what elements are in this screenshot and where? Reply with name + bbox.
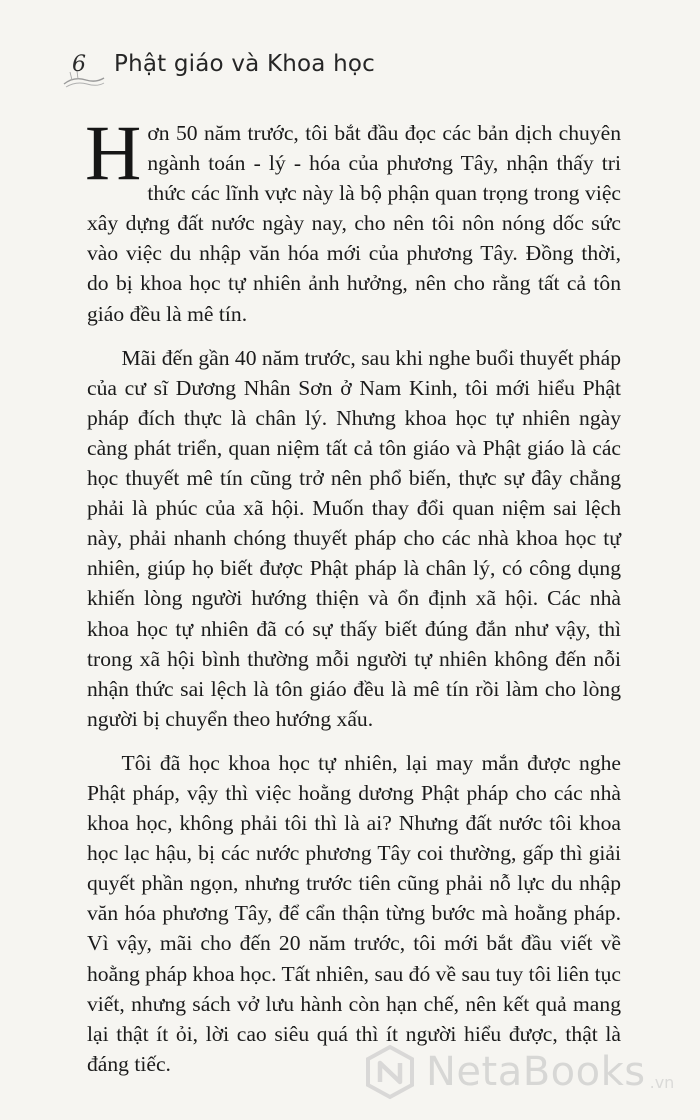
watermark-brand: NetaBooks: [426, 1049, 646, 1095]
paragraph-3: Tôi đã học khoa học tự nhiên, lại may mắn được nghe Phật pháp, vậy thì việc hoằng dương Phật pháp cho các nhà khoa học, không phải tôi thì là ai? Nhưng đất nước tôi khoa học lạc hậu, bị các nước phương Tây coi thường, gấp thì giải quyết phần ngọn, nhưng trước tiên cũng phải nỗ lực du nhập văn hóa phương Tây, để cẩn thận từng bước mà hoằng pháp. Vì vậy, mãi cho đến 20 năm trước, tôi mới bắt đầu viết về hoằng pháp khoa học. Tất nhiên, sau đó về sau tuy tôi liên tục viết, nhưng sách vở lưu hành còn hạn chế, nên kết quả mang lại thật ít ỏi, lời cao siêu quá thì ít người hiểu được, thật là đáng tiếc.: [87, 750, 621, 1076]
drop-cap: H: [85, 109, 142, 196]
body-text: [85, 109, 621, 1079]
watermark: [362, 1044, 674, 1100]
running-title: Phật giáo và Khoa học: [114, 51, 375, 77]
paragraph-2: Mãi đến gần 40 năm trước, sau khi nghe buổi thuyết pháp của cư sĩ Dương Nhân Sơn ở Nam Kinh, tôi mới hiểu Phật pháp đích thực là chân lý. Nhưng khoa học tự nhiên ngày càng phát triển, quan niệm tất cả tôn giáo và Phật giáo là các học thuyết mê tín cũng trở nên phổ biến, thực sự đây chẳng phải là phúc của xã hội. Muốn thay đổi quan niệm sai lệch này, phải nhanh chóng thuyết pháp cho các nhà khoa học tự nhiên, giúp họ biết được Phật pháp là chân lý, có công dụng khiến lòng người hướng thiện và ổn định xã hội. Các nhà khoa học tự nhiên đã có sự thấy biết đúng đắn như vậy, thì trong xã hội bình thường mỗi người tự nhiên không đến nỗi nhận thức sai lệch là tôn giáo đều là mê tín rồi làm cho lòng người bị chuyển theo hướng xấu.: [87, 345, 621, 731]
watermark-suffix: .vn: [649, 1073, 675, 1092]
page-header: [66, 44, 375, 84]
page-number: 6: [72, 51, 86, 77]
paragraph-1: [85, 109, 621, 329]
paragraph-1-text: ơn 50 năm trước, tôi bắt đầu đọc các bản dịch chuyên ngành toán - lý - hóa của phương Tây, nhận thấy tri thức các lĩnh vực này là bộ phận quan trọng trong việc xây dựng đất nước ngày nay, cho nên tôi nôn nóng dốc sức vào việc du nhập văn hóa mới của phương Tây. Đồng thời, do bị khoa học tự nhiên ảnh hưởng, nên cho rằng tất cả tôn giáo đều là mê tín.: [87, 121, 621, 326]
netabooks-logo-icon: [362, 1044, 418, 1100]
